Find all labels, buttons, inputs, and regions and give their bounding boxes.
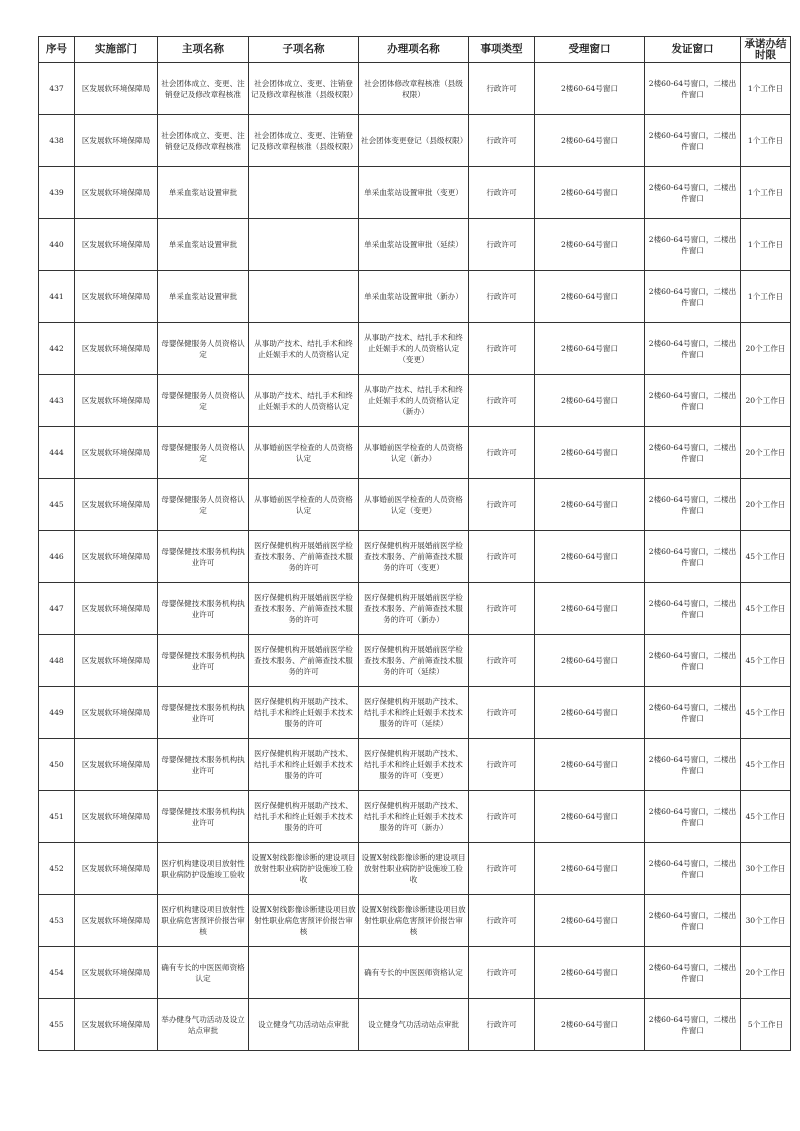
header-seq: 序号 bbox=[39, 37, 75, 63]
table-row bbox=[39, 947, 791, 999]
cell-accept: 2楼60-64号窗口 bbox=[535, 791, 645, 843]
cell-item: 社会团体变更登记（县级权限） bbox=[359, 115, 469, 167]
cell-seq: 452 bbox=[39, 843, 75, 895]
cell-issue: 2楼60-64号窗口，二楼出件窗口 bbox=[645, 219, 741, 271]
cell-seq: 442 bbox=[39, 323, 75, 375]
cell-issue: 2楼60-64号窗口，二楼出件窗口 bbox=[645, 63, 741, 115]
table-row bbox=[39, 739, 791, 791]
cell-main: 社会团体成立、变更、注销登记及修改章程核准 bbox=[158, 115, 249, 167]
header-accept: 受理窗口 bbox=[535, 37, 645, 63]
cell-main: 确有专长的中医医师资格认定 bbox=[158, 947, 249, 999]
cell-issue: 2楼60-64号窗口，二楼出件窗口 bbox=[645, 843, 741, 895]
cell-item: 医疗保健机构开展婚前医学检查技术服务、产前筛查技术服务的许可（新办） bbox=[359, 583, 469, 635]
cell-type: 行政许可 bbox=[469, 791, 535, 843]
table-row bbox=[39, 427, 791, 479]
cell-seq: 454 bbox=[39, 947, 75, 999]
cell-seq: 443 bbox=[39, 375, 75, 427]
cell-limit: 20个工作日 bbox=[741, 947, 791, 999]
cell-limit: 45个工作日 bbox=[741, 583, 791, 635]
cell-type: 行政许可 bbox=[469, 375, 535, 427]
cell-main: 母婴保健技术服务机构执业许可 bbox=[158, 583, 249, 635]
cell-sub: 医疗保健机构开展婚前医学检查技术服务、产前筛查技术服务的许可 bbox=[249, 531, 359, 583]
cell-main: 母婴保健服务人员资格认定 bbox=[158, 323, 249, 375]
header-main: 主项名称 bbox=[158, 37, 249, 63]
cell-issue: 2楼60-64号窗口，二楼出件窗口 bbox=[645, 687, 741, 739]
cell-accept: 2楼60-64号窗口 bbox=[535, 219, 645, 271]
header-limit: 承诺办结时限 bbox=[741, 37, 791, 63]
cell-main: 母婴保健服务人员资格认定 bbox=[158, 479, 249, 531]
cell-type: 行政许可 bbox=[469, 63, 535, 115]
table-row bbox=[39, 271, 791, 323]
table-row bbox=[39, 115, 791, 167]
cell-issue: 2楼60-64号窗口，二楼出件窗口 bbox=[645, 531, 741, 583]
cell-accept: 2楼60-64号窗口 bbox=[535, 583, 645, 635]
cell-main: 医疗机构建设项目放射性职业病防护设施竣工验收 bbox=[158, 843, 249, 895]
cell-limit: 5个工作日 bbox=[741, 999, 791, 1051]
cell-accept: 2楼60-64号窗口 bbox=[535, 115, 645, 167]
cell-type: 行政许可 bbox=[469, 947, 535, 999]
cell-seq: 444 bbox=[39, 427, 75, 479]
cell-item: 单采血浆站设置审批（变更） bbox=[359, 167, 469, 219]
cell-type: 行政许可 bbox=[469, 219, 535, 271]
cell-limit: 20个工作日 bbox=[741, 479, 791, 531]
cell-dept: 区发展软环境保障局 bbox=[75, 999, 158, 1051]
cell-item: 从事助产技术、结扎手术和终止妊娠手术的人员资格认定（变更） bbox=[359, 323, 469, 375]
cell-seq: 446 bbox=[39, 531, 75, 583]
cell-dept: 区发展软环境保障局 bbox=[75, 583, 158, 635]
cell-seq: 438 bbox=[39, 115, 75, 167]
cell-item: 医疗保健机构开展婚前医学检查技术服务、产前筛查技术服务的许可（变更） bbox=[359, 531, 469, 583]
cell-accept: 2楼60-64号窗口 bbox=[535, 999, 645, 1051]
cell-limit: 1个工作日 bbox=[741, 219, 791, 271]
cell-accept: 2楼60-64号窗口 bbox=[535, 323, 645, 375]
cell-limit: 45个工作日 bbox=[741, 791, 791, 843]
table-row bbox=[39, 323, 791, 375]
cell-item: 医疗保健机构开展助产技术、结扎手术和终止妊娠手术技术服务的许可（延续） bbox=[359, 687, 469, 739]
cell-issue: 2楼60-64号窗口，二楼出件窗口 bbox=[645, 375, 741, 427]
cell-main: 举办健身气功活动及设立站点审批 bbox=[158, 999, 249, 1051]
cell-accept: 2楼60-64号窗口 bbox=[535, 427, 645, 479]
cell-limit: 30个工作日 bbox=[741, 843, 791, 895]
cell-issue: 2楼60-64号窗口，二楼出件窗口 bbox=[645, 167, 741, 219]
cell-issue: 2楼60-64号窗口，二楼出件窗口 bbox=[645, 271, 741, 323]
cell-main: 单采血浆站设置审批 bbox=[158, 167, 249, 219]
cell-limit: 30个工作日 bbox=[741, 895, 791, 947]
table-row bbox=[39, 219, 791, 271]
cell-item: 从事婚前医学检查的人员资格认定（新办） bbox=[359, 427, 469, 479]
table-row bbox=[39, 895, 791, 947]
cell-dept: 区发展软环境保障局 bbox=[75, 635, 158, 687]
cell-sub: 社会团体成立、变更、注销登记及修改章程核准（县级权限） bbox=[249, 63, 359, 115]
cell-limit: 1个工作日 bbox=[741, 167, 791, 219]
cell-seq: 453 bbox=[39, 895, 75, 947]
cell-main: 母婴保健技术服务机构执业许可 bbox=[158, 531, 249, 583]
table-row bbox=[39, 843, 791, 895]
cell-item: 单采血浆站设置审批（新办） bbox=[359, 271, 469, 323]
cell-issue: 2楼60-64号窗口，二楼出件窗口 bbox=[645, 479, 741, 531]
cell-dept: 区发展软环境保障局 bbox=[75, 791, 158, 843]
cell-type: 行政许可 bbox=[469, 687, 535, 739]
cell-accept: 2楼60-64号窗口 bbox=[535, 375, 645, 427]
cell-main: 母婴保健服务人员资格认定 bbox=[158, 375, 249, 427]
header-dept: 实施部门 bbox=[75, 37, 158, 63]
cell-seq: 449 bbox=[39, 687, 75, 739]
table-row bbox=[39, 999, 791, 1051]
cell-issue: 2楼60-64号窗口，二楼出件窗口 bbox=[645, 583, 741, 635]
cell-item: 医疗保健机构开展助产技术、结扎手术和终止妊娠手术技术服务的许可（新办） bbox=[359, 791, 469, 843]
cell-sub: 医疗保健机构开展助产技术、结扎手术和终止妊娠手术技术服务的许可 bbox=[249, 739, 359, 791]
table-row bbox=[39, 531, 791, 583]
cell-type: 行政许可 bbox=[469, 739, 535, 791]
cell-seq: 451 bbox=[39, 791, 75, 843]
cell-item: 设立健身气功活动站点审批 bbox=[359, 999, 469, 1051]
cell-accept: 2楼60-64号窗口 bbox=[535, 167, 645, 219]
cell-sub: 社会团体成立、变更、注销登记及修改章程核准（县级权限） bbox=[249, 115, 359, 167]
cell-dept: 区发展软环境保障局 bbox=[75, 323, 158, 375]
cell-accept: 2楼60-64号窗口 bbox=[535, 271, 645, 323]
cell-dept: 区发展软环境保障局 bbox=[75, 167, 158, 219]
cell-item: 医疗保健机构开展婚前医学检查技术服务、产前筛查技术服务的许可（延续） bbox=[359, 635, 469, 687]
cell-item: 设置X射线影像诊断的建设项目放射性职业病防护设施竣工验收 bbox=[359, 843, 469, 895]
cell-sub: 设置X射线影像诊断建设项目放射性职业病危害预评价报告审核 bbox=[249, 895, 359, 947]
cell-accept: 2楼60-64号窗口 bbox=[535, 687, 645, 739]
cell-sub: 医疗保健机构开展助产技术、结扎手术和终止妊娠手术技术服务的许可 bbox=[249, 791, 359, 843]
cell-issue: 2楼60-64号窗口，二楼出件窗口 bbox=[645, 635, 741, 687]
cell-seq: 450 bbox=[39, 739, 75, 791]
cell-sub bbox=[249, 271, 359, 323]
table-row bbox=[39, 791, 791, 843]
cell-type: 行政许可 bbox=[469, 427, 535, 479]
cell-dept: 区发展软环境保障局 bbox=[75, 219, 158, 271]
cell-item: 医疗保健机构开展助产技术、结扎手术和终止妊娠手术技术服务的许可（变更） bbox=[359, 739, 469, 791]
table-row bbox=[39, 375, 791, 427]
cell-type: 行政许可 bbox=[469, 635, 535, 687]
table-row bbox=[39, 687, 791, 739]
cell-type: 行政许可 bbox=[469, 999, 535, 1051]
cell-type: 行政许可 bbox=[469, 531, 535, 583]
service-items-table bbox=[38, 36, 791, 1051]
cell-type: 行政许可 bbox=[469, 271, 535, 323]
cell-item: 从事助产技术、结扎手术和终止妊娠手术的人员资格认定（新办） bbox=[359, 375, 469, 427]
cell-issue: 2楼60-64号窗口，二楼出件窗口 bbox=[645, 739, 741, 791]
cell-sub: 设立健身气功活动站点审批 bbox=[249, 999, 359, 1051]
cell-dept: 区发展软环境保障局 bbox=[75, 427, 158, 479]
cell-type: 行政许可 bbox=[469, 583, 535, 635]
header-issue: 发证窗口 bbox=[645, 37, 741, 63]
cell-type: 行政许可 bbox=[469, 115, 535, 167]
table-row bbox=[39, 167, 791, 219]
cell-seq: 448 bbox=[39, 635, 75, 687]
cell-main: 母婴保健技术服务机构执业许可 bbox=[158, 791, 249, 843]
cell-issue: 2楼60-64号窗口，二楼出件窗口 bbox=[645, 115, 741, 167]
cell-accept: 2楼60-64号窗口 bbox=[535, 63, 645, 115]
cell-dept: 区发展软环境保障局 bbox=[75, 115, 158, 167]
table-row bbox=[39, 635, 791, 687]
cell-sub: 从事助产技术、结扎手术和终止妊娠手术的人员资格认定 bbox=[249, 323, 359, 375]
table-row bbox=[39, 479, 791, 531]
cell-item: 从事婚前医学检查的人员资格认定（变更） bbox=[359, 479, 469, 531]
cell-seq: 447 bbox=[39, 583, 75, 635]
cell-seq: 440 bbox=[39, 219, 75, 271]
cell-sub: 医疗保健机构开展婚前医学检查技术服务、产前筛查技术服务的许可 bbox=[249, 635, 359, 687]
cell-limit: 1个工作日 bbox=[741, 271, 791, 323]
cell-main: 母婴保健技术服务机构执业许可 bbox=[158, 739, 249, 791]
cell-accept: 2楼60-64号窗口 bbox=[535, 635, 645, 687]
header-item: 办理项名称 bbox=[359, 37, 469, 63]
cell-sub bbox=[249, 219, 359, 271]
cell-limit: 20个工作日 bbox=[741, 323, 791, 375]
cell-limit: 1个工作日 bbox=[741, 115, 791, 167]
cell-dept: 区发展软环境保障局 bbox=[75, 687, 158, 739]
cell-type: 行政许可 bbox=[469, 323, 535, 375]
cell-dept: 区发展软环境保障局 bbox=[75, 531, 158, 583]
cell-limit: 20个工作日 bbox=[741, 375, 791, 427]
cell-dept: 区发展软环境保障局 bbox=[75, 947, 158, 999]
cell-limit: 45个工作日 bbox=[741, 635, 791, 687]
cell-main: 母婴保健技术服务机构执业许可 bbox=[158, 687, 249, 739]
cell-sub bbox=[249, 947, 359, 999]
cell-seq: 441 bbox=[39, 271, 75, 323]
cell-main: 社会团体成立、变更、注销登记及修改章程核准 bbox=[158, 63, 249, 115]
cell-issue: 2楼60-64号窗口，二楼出件窗口 bbox=[645, 791, 741, 843]
cell-item: 单采血浆站设置审批（延续） bbox=[359, 219, 469, 271]
cell-dept: 区发展软环境保障局 bbox=[75, 479, 158, 531]
cell-accept: 2楼60-64号窗口 bbox=[535, 843, 645, 895]
cell-accept: 2楼60-64号窗口 bbox=[535, 739, 645, 791]
cell-sub: 设置X射线影像诊断的建设项目放射性职业病防护设施竣工验收 bbox=[249, 843, 359, 895]
cell-item: 确有专长的中医医师资格认定 bbox=[359, 947, 469, 999]
cell-issue: 2楼60-64号窗口，二楼出件窗口 bbox=[645, 323, 741, 375]
cell-accept: 2楼60-64号窗口 bbox=[535, 947, 645, 999]
cell-seq: 445 bbox=[39, 479, 75, 531]
cell-issue: 2楼60-64号窗口，二楼出件窗口 bbox=[645, 895, 741, 947]
cell-sub: 从事婚前医学检查的人员资格认定 bbox=[249, 427, 359, 479]
cell-main: 单采血浆站设置审批 bbox=[158, 271, 249, 323]
cell-dept: 区发展软环境保障局 bbox=[75, 63, 158, 115]
cell-dept: 区发展软环境保障局 bbox=[75, 375, 158, 427]
cell-dept: 区发展软环境保障局 bbox=[75, 843, 158, 895]
cell-accept: 2楼60-64号窗口 bbox=[535, 895, 645, 947]
cell-item: 社会团体修改章程核准（县级权限） bbox=[359, 63, 469, 115]
cell-sub: 从事助产技术、结扎手术和终止妊娠手术的人员资格认定 bbox=[249, 375, 359, 427]
table-row bbox=[39, 63, 791, 115]
table-body bbox=[39, 63, 791, 1051]
cell-type: 行政许可 bbox=[469, 167, 535, 219]
cell-type: 行政许可 bbox=[469, 895, 535, 947]
cell-limit: 20个工作日 bbox=[741, 427, 791, 479]
cell-dept: 区发展软环境保障局 bbox=[75, 739, 158, 791]
table-header-row bbox=[39, 37, 791, 63]
cell-limit: 1个工作日 bbox=[741, 63, 791, 115]
cell-dept: 区发展软环境保障局 bbox=[75, 895, 158, 947]
cell-sub: 医疗保健机构开展助产技术、结扎手术和终止妊娠手术技术服务的许可 bbox=[249, 687, 359, 739]
header-sub: 子项名称 bbox=[249, 37, 359, 63]
cell-issue: 2楼60-64号窗口，二楼出件窗口 bbox=[645, 999, 741, 1051]
cell-dept: 区发展软环境保障局 bbox=[75, 271, 158, 323]
cell-accept: 2楼60-64号窗口 bbox=[535, 531, 645, 583]
cell-limit: 45个工作日 bbox=[741, 687, 791, 739]
cell-sub: 从事婚前医学检查的人员资格认定 bbox=[249, 479, 359, 531]
cell-seq: 439 bbox=[39, 167, 75, 219]
cell-main: 医疗机构建设项目放射性职业病危害预评价报告审核 bbox=[158, 895, 249, 947]
cell-issue: 2楼60-64号窗口，二楼出件窗口 bbox=[645, 427, 741, 479]
cell-main: 母婴保健服务人员资格认定 bbox=[158, 427, 249, 479]
cell-main: 母婴保健技术服务机构执业许可 bbox=[158, 635, 249, 687]
cell-limit: 45个工作日 bbox=[741, 739, 791, 791]
cell-type: 行政许可 bbox=[469, 479, 535, 531]
cell-issue: 2楼60-64号窗口，二楼出件窗口 bbox=[645, 947, 741, 999]
cell-sub: 医疗保健机构开展婚前医学检查技术服务、产前筛查技术服务的许可 bbox=[249, 583, 359, 635]
cell-seq: 455 bbox=[39, 999, 75, 1051]
cell-limit: 45个工作日 bbox=[741, 531, 791, 583]
header-type: 事项类型 bbox=[469, 37, 535, 63]
cell-accept: 2楼60-64号窗口 bbox=[535, 479, 645, 531]
table-row bbox=[39, 583, 791, 635]
cell-type: 行政许可 bbox=[469, 843, 535, 895]
cell-main: 单采血浆站设置审批 bbox=[158, 219, 249, 271]
cell-sub bbox=[249, 167, 359, 219]
cell-item: 设置X射线影像诊断建设项目放射性职业病危害预评价报告审核 bbox=[359, 895, 469, 947]
cell-seq: 437 bbox=[39, 63, 75, 115]
